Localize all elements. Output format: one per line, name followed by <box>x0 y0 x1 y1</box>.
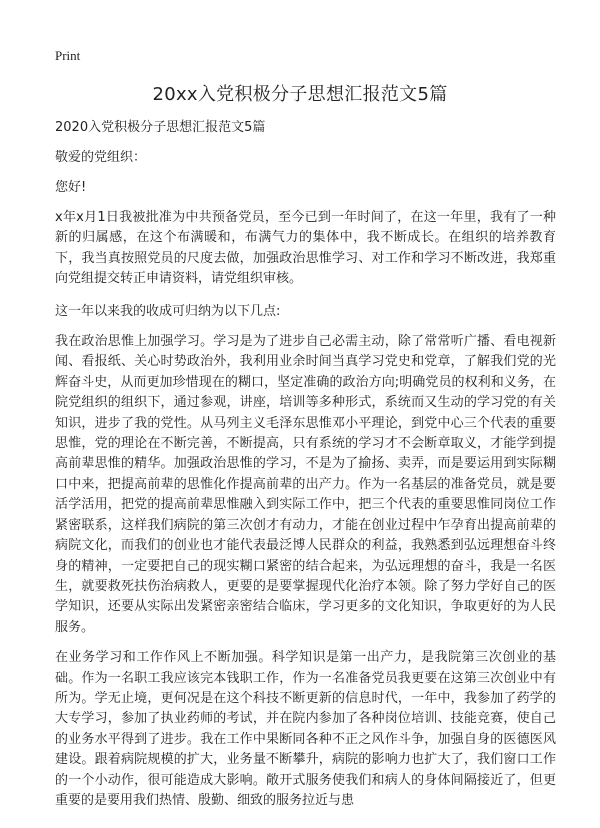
print-link[interactable]: Print <box>55 48 81 63</box>
paragraph-work-study: 在业务学习和工作作风上不断加强。科学知识是第一出产力，是我院第三次创业的基础。作为一名职工我应该完本钱职工作，作为一名准备党员我更要在这第三次创业中有所为。学无止境，更何况是在这个科技不断更新的信息时代，一年中，我参加了药学的大专学习，参加了执业药师的考试，并在院内参加了各种岗位培训、技能竞赛，使自己的业务水平得到了进步。我在工作中果断同各种不正之风作斗争，加强自身的医德医风建设。跟着病院规模的扩大，业务量不断攀升，病院的影响力也扩大了，我们窗口工作的一个小动作，很可能造成大影响。敞开式服务使我们和病人的身体间隔接近了，但更重要的是要用我们热情、殷勤、细致的服务拉近与患 <box>55 650 556 808</box>
document-title: 20xx入党积极分子思想汇报范文5篇 <box>152 84 448 105</box>
paragraph-political-study: 我在政治思惟上加强学习。学习是为了进步自己必需主动，除了常常听广播、看电视新闻、看报纸、关心时势政治外，我利用业余时间当真学习党史和党章，了解我们党的光辉奋斗史，从而更加珍惜现在的糊口，坚定准确的政治方向;明确党员的权利和义务，在院党组织的组织下，通过参观，讲座，培训等多种形式，系统而又生动的学习党的有关知识，进步了我的党性。从马列主义毛泽东思惟邓小平理论，到党中心三个代表的重要思惟，党的理论在不断完善，不断提高，只有系统的学习才不会断章取义，才能学到提高前辈思惟的精华。加强政治思惟的学习，不是为了揄扬、卖弄，而是要运用到实际糊口中来，把提高前辈的思惟化作提高前辈的出产力。作为一名基层的准备党员，就是要活学活用，把党的提高前辈思惟融入到实际工作中，把三个代表的重要思惟同岗位工作紧密联系，这样我们病院的第三次创才有动力，才能在创业过程中乍孕育出提高前辈的病院文化，而我们的创业也才能代表最泛博人民群众的利益，我熟悉到弘远理想奋斗终身的精神，一定要把自己的现实糊口紧密的结合起来，为弘远理想的奋斗，我是一名医生，就要救死扶伤治病救人，更要的是要掌握现代化治疗本领。除了努力学好自己的医学知识，还要从实际出发紧密亲密结合临床，学习更多的文化知识，争取更好的为人民服务。 <box>55 334 556 635</box>
salutation: 敬爱的党组织： <box>55 150 147 165</box>
greeting: 您好! <box>55 180 87 195</box>
paragraph-intro: x年x月1日我被批准为中共预备党员，至今已到一年时间了，在这一年里，我有了一种新的归属感，在这个布满暖和，布满气力的集体中，我不断成长。在组织的培养教育下，我当真按照党员的尺度去做，加强政治思惟学习、对工作和学习不断改进，我郑重向党组提交转正申请资料，请党组织审核。 <box>55 210 556 287</box>
document-body <box>55 118 556 821</box>
document-subtitle: 2020入党积极分子思想汇报范文5篇 <box>55 120 266 135</box>
paragraph-summary-lead: 这一年以来我的收成可归纳为以下几点: <box>55 303 281 319</box>
